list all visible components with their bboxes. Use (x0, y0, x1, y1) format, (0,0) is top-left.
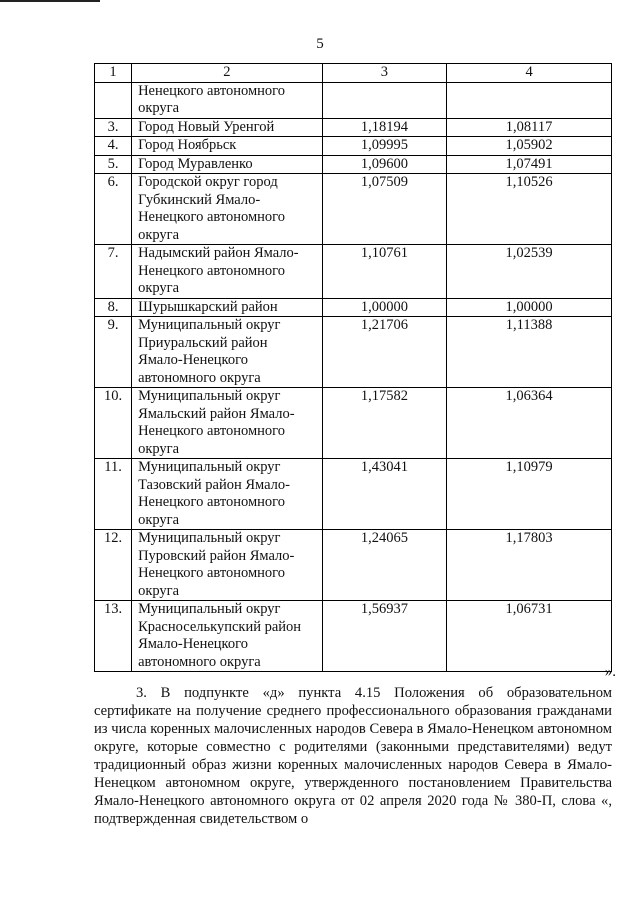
row-value-4 (447, 82, 612, 118)
row-name: Муниципальный округ Ямальский район Ямало-Ненецкого автономного округа (132, 388, 323, 459)
row-number: 12. (95, 530, 132, 601)
row-name: Ненецкого автономного округа (132, 82, 323, 118)
header-col-1: 1 (95, 64, 132, 83)
closing-quote: ». (604, 664, 616, 680)
row-value-4: 1,02539 (447, 245, 612, 299)
row-number: 10. (95, 388, 132, 459)
row-value-4: 1,08117 (447, 118, 612, 137)
header-col-4: 4 (447, 64, 612, 83)
table-row (95, 530, 612, 601)
row-value-4: 1,10526 (447, 174, 612, 245)
row-value-3: 1,09995 (322, 137, 447, 156)
row-name: Муниципальный округ Красноселькупский район Ямало-Ненецкого автономного округа (132, 601, 323, 672)
row-name: Шурышкарский район (132, 298, 323, 317)
row-value-3: 1,07509 (322, 174, 447, 245)
row-number: 8. (95, 298, 132, 317)
row-value-4: 1,07491 (447, 155, 612, 174)
row-number (95, 82, 132, 118)
header-col-3: 3 (322, 64, 447, 83)
row-number: 6. (95, 174, 132, 245)
table-row (95, 388, 612, 459)
table-body (95, 82, 612, 672)
row-value-4: 1,05902 (447, 137, 612, 156)
page-number: 5 (316, 36, 324, 52)
table-row (95, 245, 612, 299)
row-name: Город Ноябрьск (132, 137, 323, 156)
row-value-3: 1,18194 (322, 118, 447, 137)
row-number: 5. (95, 155, 132, 174)
row-name: Муниципальный округ Тазовский район Ямало-Ненецкого автономного округа (132, 459, 323, 530)
row-name: Городской округ город Губкинский Ямало-Ненецкого автономного округа (132, 174, 323, 245)
row-value-3 (322, 82, 447, 118)
header-col-2: 2 (132, 64, 323, 83)
coefficient-table (94, 63, 612, 672)
row-number: 3. (95, 118, 132, 137)
amendment-paragraph: 3. В подпункте «д» пункта 4.15 Положения об образовательном сертификате на получение среднего профессионального образования гражданами из числа коренных малочисленных народов Севера в Ямало-Ненецком автономном округе, которые совместно с родителями (законными представителями) ведут традиционный образ жизни коренных малочисленных народов Севера в Ямало-Ненецком автономном округе, утвержденного постановлением Правительства Ямало-Ненецкого автономного округа от 02 апреля 2020 года № 380-П, слова «, подтвержденная свидетельством о (94, 685, 612, 827)
row-value-4: 1,00000 (447, 298, 612, 317)
row-name: Муниципальный округ Пуровский район Ямало-Ненецкого автономного округа (132, 530, 323, 601)
table-row (95, 317, 612, 388)
row-name: Муниципальный округ Приуральский район Ямало-Ненецкого автономного округа (132, 317, 323, 388)
row-name: Надымский район Ямало-Ненецкого автономного округа (132, 245, 323, 299)
table-row (95, 601, 612, 672)
row-value-3: 1,17582 (322, 388, 447, 459)
row-value-4: 1,10979 (447, 459, 612, 530)
row-value-3: 1,43041 (322, 459, 447, 530)
row-number: 4. (95, 137, 132, 156)
row-value-3: 1,21706 (322, 317, 447, 388)
table-row (95, 137, 612, 156)
row-number: 9. (95, 317, 132, 388)
row-value-4: 1,06731 (447, 601, 612, 672)
table-row (95, 118, 612, 137)
row-number: 7. (95, 245, 132, 299)
row-number: 11. (95, 459, 132, 530)
table-row (95, 459, 612, 530)
row-value-3: 1,09600 (322, 155, 447, 174)
row-name: Город Новый Уренгой (132, 118, 323, 137)
table-row (95, 298, 612, 317)
corner-mark (0, 0, 100, 2)
row-value-4: 1,17803 (447, 530, 612, 601)
row-value-3: 1,24065 (322, 530, 447, 601)
row-value-3: 1,00000 (322, 298, 447, 317)
table-row (95, 174, 612, 245)
row-value-3: 1,10761 (322, 245, 447, 299)
row-value-4: 1,11388 (447, 317, 612, 388)
row-name: Город Муравленко (132, 155, 323, 174)
table-header-row (95, 64, 612, 83)
row-number: 13. (95, 601, 132, 672)
row-value-4: 1,06364 (447, 388, 612, 459)
table-row (95, 82, 612, 118)
table-row (95, 155, 612, 174)
row-value-3: 1,56937 (322, 601, 447, 672)
